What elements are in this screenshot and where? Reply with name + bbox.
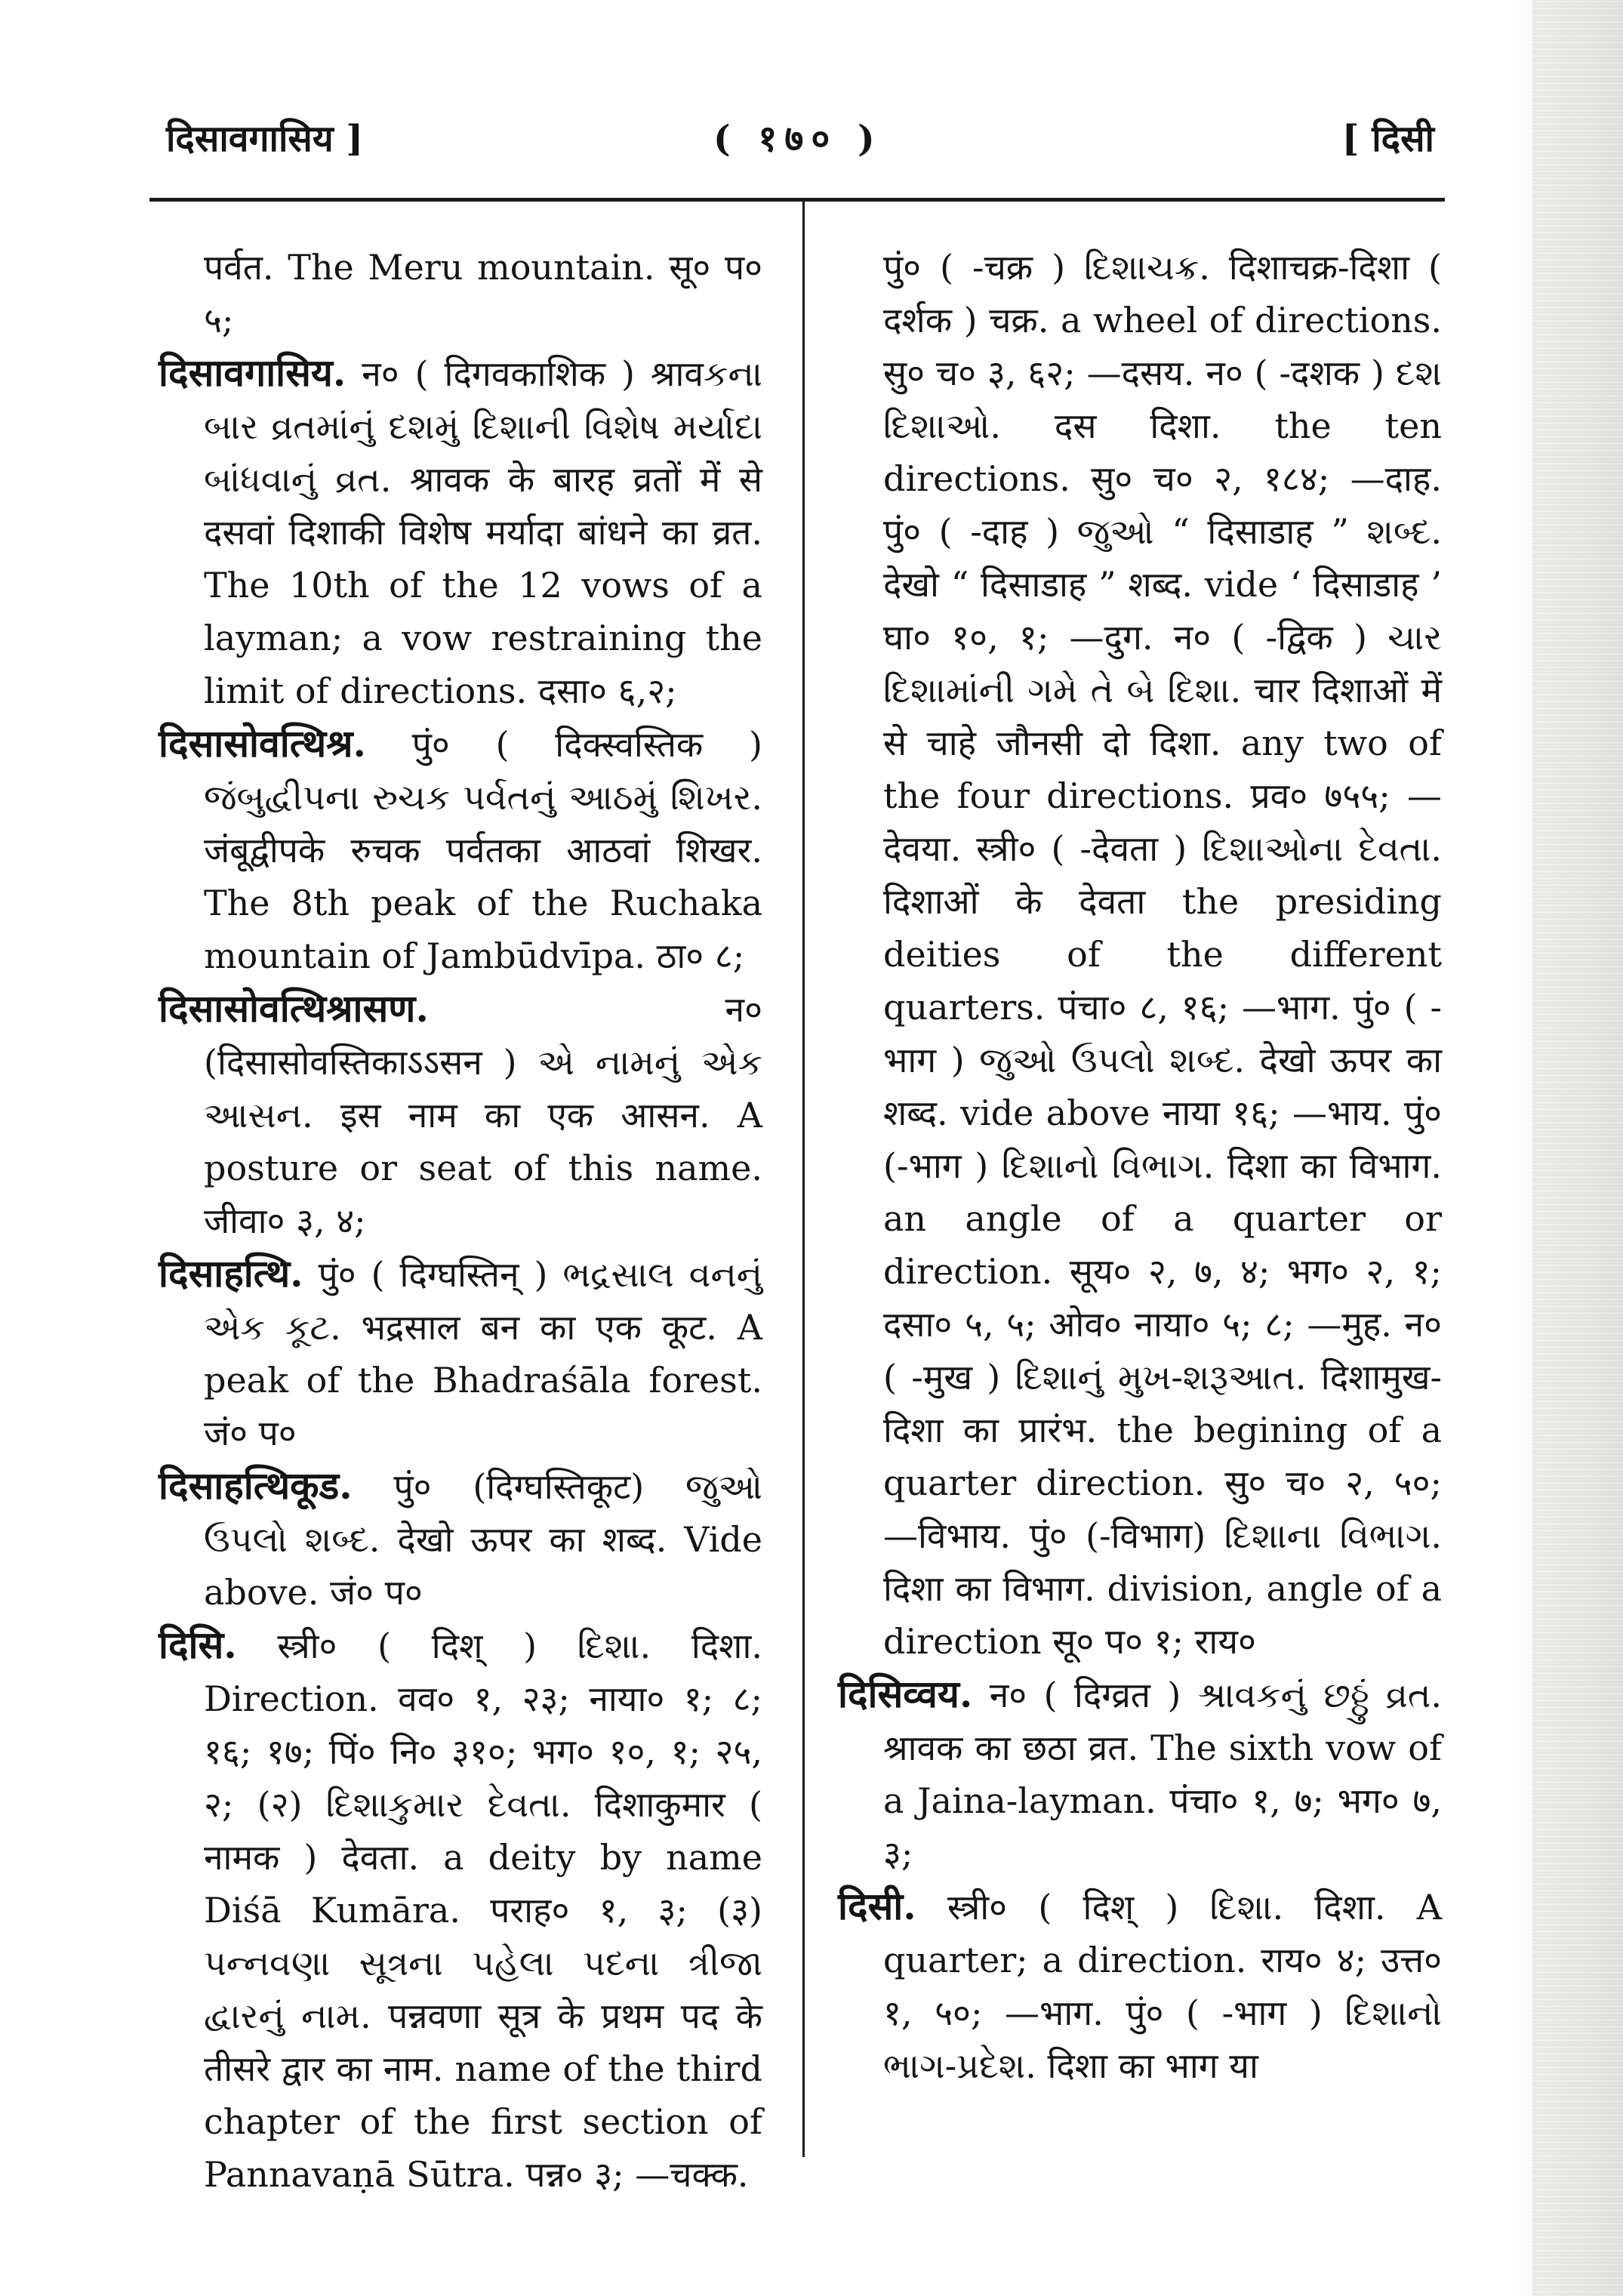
- entry-headword: दिसासोवत्थिश्रासण.: [159, 986, 429, 1031]
- entry-headword: दिसाहत्थिकूड.: [159, 1463, 353, 1508]
- entry-text: न० (दिसासोवस्तिकाऽऽसन ) એ નામનું એક આસન. इस नाम का एक आसन. A posture or seat of this name. जीवा० ३, ४;: [204, 989, 762, 1241]
- entry-text: स्त्री० ( दिश् ) દિશા. दिशा. Direction. वव० १, २३; नाया० १; ८; १६; १७; पिं० नि० ३१०; भग० १०, १; २५, २; (२) દિશાકુમાર દેવતા. दिशाकुमार ( नामक ) देवता. a deity by name Diśā Kumāra. पराह० १, ३; (३) પન્નવણા સૂત્રના પહેલા પદના ત્રીજા દ્વારનું નામ. पन्नवणा सूत्र के प्रथम पद के तीसरे द्वार का नाम. name of the third chapter of the first section of Pannavaṇā Sūtra. पन्न० ३; —चक्क.: [204, 1626, 762, 2195]
- entry-text: पुं० ( दिक्स्वस्तिक ) જંબુદ્વીપના રુચક પર્વતનું આઠમું શિખર. जंबूद्वीपके रुचक पर्वतका आठवां शिखर. The 8th peak of the Ruchaka mountain of Jambūdvīpa. ठा० ८;: [204, 724, 762, 976]
- dictionary-entry: [159, 717, 762, 982]
- page-number: ( १७० ): [713, 118, 882, 160]
- dictionary-entry: [159, 1247, 762, 1459]
- dictionary-entry: [838, 1880, 1442, 2092]
- entry-text: स्त्री० ( दिश् ) દિશા. दिशा. A quarter; a direction. राय० ४; उत्त० १, ५०; —भाग. पुं० ( -भाग ) દિશાનો ભાગ-પ્રદેશ. दिशा का भाग या: [883, 1887, 1442, 2086]
- entry-headword: दिसी.: [838, 1884, 916, 1928]
- dictionary-entry: [159, 1619, 762, 2201]
- entry-headword: दिसिव्वय.: [838, 1672, 973, 1716]
- entry-headword: दिसाहत्थि.: [159, 1251, 303, 1296]
- entry-headword: दिसि.: [159, 1623, 237, 1667]
- dictionary-entry: [159, 347, 762, 717]
- header-right-guide-word: [ दिसी: [1341, 118, 1434, 160]
- header-left-guide-word: दिसावगासिय ]: [166, 118, 364, 160]
- dictionary-entry: [159, 240, 762, 347]
- entry-text: न० ( दिग्व्रत ) શ્રાવકનું છઠ્ઠું વ્રત. श्रावक का छठा व्रत. The sixth vow of a Jaina-layman. पंचा० १, ७; भग० ७, ३;: [883, 1675, 1442, 1874]
- dictionary-entry: [838, 1668, 1442, 1880]
- entry-text: पर्वत. The Meru mountain. सू० प० ५;: [204, 247, 762, 341]
- dictionary-entry: [159, 1459, 762, 1619]
- entry-headword: दिसावगासिय.: [159, 350, 346, 395]
- dictionary-entry: [159, 982, 762, 1247]
- running-head: [151, 113, 1434, 166]
- entry-text: पुं० (दिग्घस्तिकूट) જુઓ ઉપલો શબ્દ. देखो ऊपर का शब्द. Vide above. जं० प०: [204, 1466, 762, 1613]
- right-column: [838, 240, 1442, 2092]
- entry-text: पुं० ( -चक्र ) દિશાચક્ર. दिशाचक्र-दिशा ( दर्शक ) चक्र. a wheel of directions. सु० च० ३, ६२; —दसय. न० ( -दशक ) દશ દિશાઓ. दस दिशा. the ten directions. सु० च० २, १८४; —दाह. पुं० ( -दाह ) જુઓ “ दिसाडाह ” શબ્દ. देखो “ दिसाडाह ” शब्द. vide ‘ दिसाडाह ’ घा० १०, १; —दुग. न० ( -द्विक ) ચાર દિશામાંની ગમે તે બે દિશા. चार दिशाओं में से चाहे जौनसी दो दिशा. any two of the four directions. प्रव० ७५५; —देवया. स्त्री० ( -देवता ) દિશાઓના દેવતા. दिशाओं के देवता the presiding deities of the different quarters. पंचा० ८, १६; —भाग. पुं० ( -भाग ) જુઓ ઉપલો શબ્દ. देखो ऊपर का शब्द. vide above नाया १६; —भाय. पुं० (-भाग ) દિશાનો વિભાગ. दिशा का विभाग. an angle of a quarter or direction. सूय० २, ७, ४; भग० २, १; दसा० ५, ५; ओव० नाया० ५; ८; —मुह. न० ( -मुख ) દિશાનું મુખ-શરૂઆત. दिशामुख-दिशा का प्रारंभ. the begining of a quarter direction. सु० च० २, ५०; —विभाय. पुं० (-विभाग) દિશાના વિભાગ. दिशा का विभाग. division, angle of a direction सू० प० १; राय०: [883, 247, 1442, 1662]
- header-rule: [149, 198, 1445, 202]
- entry-text: न० ( दिगवकाशिक ) श्रावકના બાર વ્રતમાંનું દશમું દિશાની વિશેષ મર્યાદા બાંધવાનું વ્રત. श्रावक के बारह व्रतों में से दसवां दिशाकी विशेष मर्यादा बांधने का व्रत. The 10th of the 12 vows of a layman; a vow restraining the limit of directions. दसा० ६,२;: [204, 353, 763, 711]
- entry-headword: दिसासोवत्थिश्र.: [159, 721, 366, 766]
- left-column: [159, 240, 762, 2201]
- entry-text: पुं० ( दिग्घस्तिन् ) ભદ્રસાલ વનનું એક કૂટ. भद्रसाल बन का एक कूट. A peak of the Bhadraśāla forest. जं० प०: [204, 1254, 762, 1453]
- dictionary-entry: [838, 240, 1442, 1668]
- column-divider: [802, 202, 805, 2157]
- scanned-page-edge: [1532, 0, 1623, 2296]
